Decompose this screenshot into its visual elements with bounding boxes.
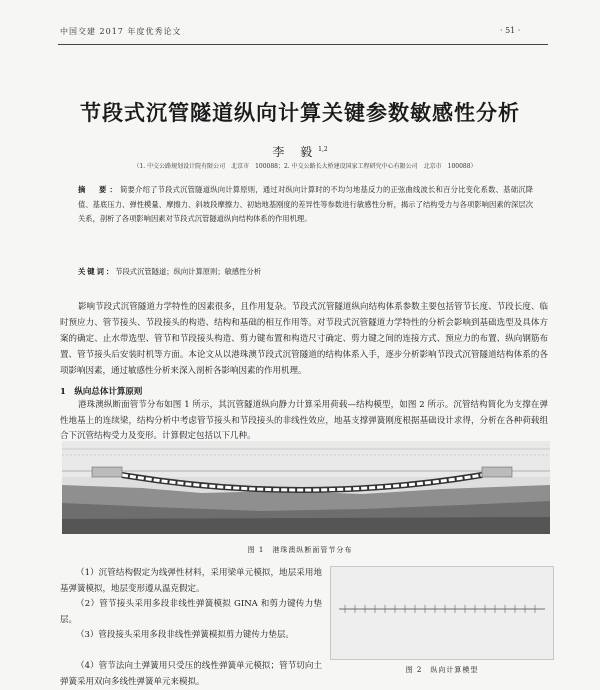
intro-paragraph: 影响节段式沉管隧道力学特性的因素很多，且作用复杂。节段式沉管隧道纵向结构体系参数主要包括管节长度、节段长度、临时预应力、管节接头、节段接头的构造、结构和基础的相互作用等。对节段式沉管隧道力学特性的分析会影响到基础选型及具体方案的确定、止水带选型、管节和节段接头构造、剪力键布置和构造尺寸确定、剪力键之间的连接方式、预应力的布置、纵向钢筋布置、管节接头后安装时机等方面。本论文从以港珠澳节段式沉管隧道的结构体系入手，逐步分析影响节段式沉管隧道结构体系的各项影响因素，通过敏感性分析来深入剖析各影响因素的作用机理。 [60, 302, 548, 376]
affiliation: （1. 中交公路规划设计院有限公司 北京市 100088；2. 中交公路长大桥建设国家工程研究中心有限公司 北京市 100088） [133, 163, 477, 170]
assumption-item: （4）管节法向土弹簧用只受压的线性弹簧单元模拟；管节切向土弹簧采用双向多线性弹簧单元来模拟。 [60, 661, 322, 687]
author-sup: 1,2 [318, 146, 328, 153]
assumption-item: （1）沉管结构假定为线弹性材料，采用梁单元模拟，地层采用地基弹簧模拟，地层变形遵从温克假定。 [60, 568, 322, 594]
paper-title: 节段式沉管隧道纵向计算关键参数敏感性分析 [80, 100, 520, 125]
figure-1-caption: 图 1 港珠澳纵断面管节分布 [247, 546, 353, 554]
keywords-label: 关键词： [78, 267, 116, 276]
header-rule [58, 44, 548, 45]
abstract-label: 摘 要： [78, 185, 121, 194]
author-name: 李 毅 [272, 145, 319, 159]
abstract-text: 简要介绍了节段式沉管隧道纵向计算原则，通过对纵向计算时的不均匀地基反力的正弦曲线波长和百分比变化系数、基础沉降值、基底压力、弹性模量、摩擦力、斜坡段摩擦力、初始地基刚度的差异性等参数进行敏感性分析，揭示了结构受力与各项影响因素的深层次关系，剖析了各项影响因素对节段式沉管隧道纵向结构体系的作用机理。 [78, 185, 534, 223]
keywords [78, 267, 533, 277]
running-header-journal: 中国交建 2017 年度优秀论文 [60, 27, 182, 36]
author [0, 143, 600, 160]
page-number: · 51 · [500, 26, 521, 35]
assumption-item: （2）管节接头采用多段非线性弹簧模拟 GINA 和剪力键传力垫层。 [60, 599, 322, 625]
abstract [78, 183, 533, 227]
figure-2-caption: 图 2 纵向计算模型 [405, 666, 479, 674]
assumption-item: （3）管段接头采用多段非线性弹簧模拟剪力键传力垫层。 [76, 630, 294, 640]
section-paragraph: 港珠澳纵断面管节分布如图 1 所示，其沉管隧道纵向静力计算采用荷载—结构模型，如图 2 所示。沉管结构简化为支撑在弹性地基上的连续梁，结构分析中考虑管节接头和节段接头的非线性效应，地基支撑弹簧刚度根据基础设计求得，分析在各种荷载组合下沉管结构受力及变形。计算假定包括以下几种。 [60, 400, 548, 441]
section-heading: 1 纵向总体计算原则 [60, 387, 143, 397]
figure-1-longitudinal-section [62, 441, 550, 534]
keywords-text: 节段式沉管隧道；纵向计算原则；敏感性分析 [115, 267, 262, 276]
figure-2-calculation-model [330, 566, 554, 660]
